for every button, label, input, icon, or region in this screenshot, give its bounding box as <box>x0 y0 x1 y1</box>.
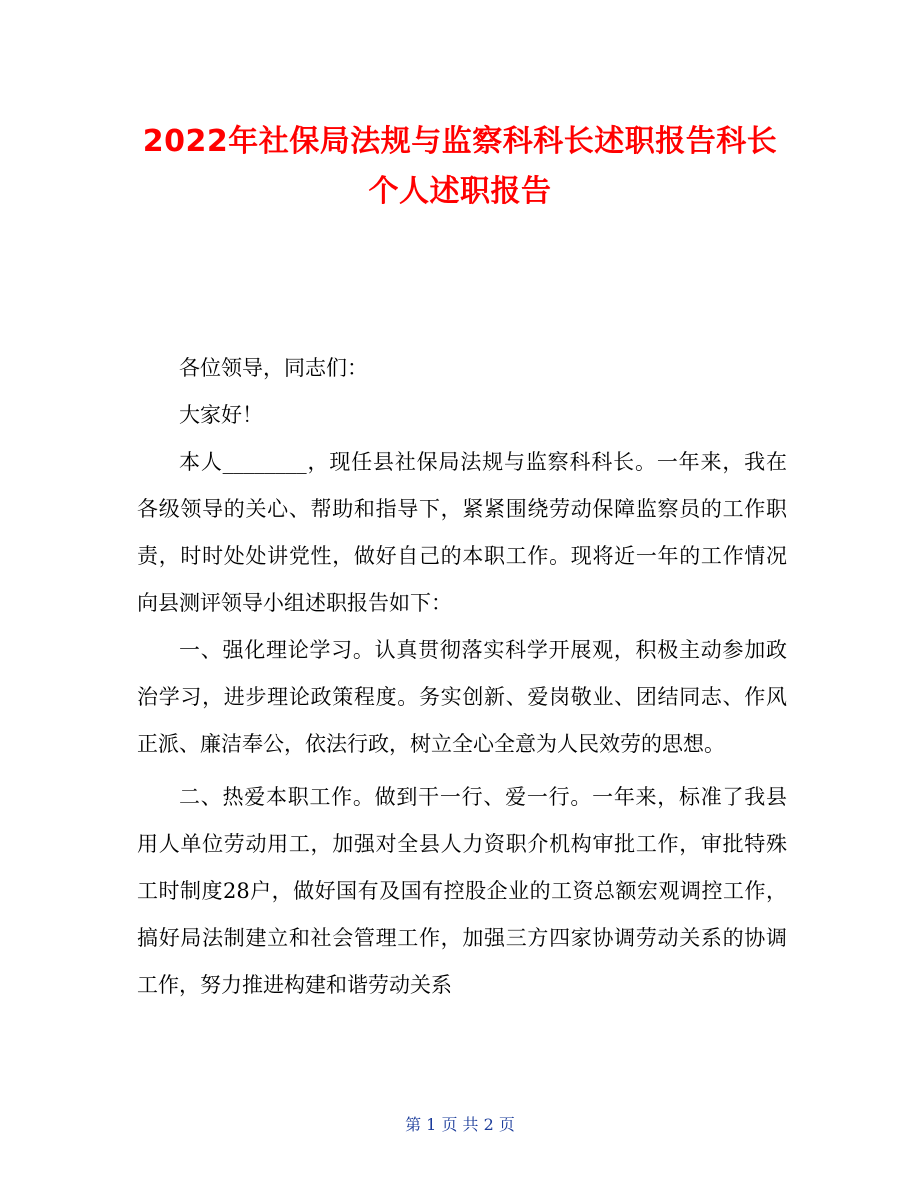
paragraph-salutation: 各位领导，同志们： <box>179 356 368 380</box>
paragraph-greeting: 大家好！ <box>179 403 263 427</box>
document-title-line-2: 个人述职报告 <box>368 174 552 209</box>
document-body <box>137 345 787 1009</box>
document-title-line-1: 2022年社保局法规与监察科科长述职报告科长 <box>142 124 778 159</box>
page-footer: 第 1 页 共 2 页 <box>405 1115 515 1134</box>
paragraph-introduction: 本人________，现任县社保局法规与监察科科长。一年来，我在各级领导的关心、帮助和指导下，紧紧围绕劳动保障监察员的工作职责，时时处处讲党性，做好自己的本职工作。现将近一年的工作情况向县测评领导小组述职报告如下： <box>137 450 787 615</box>
paragraph-section-2: 二、热爱本职工作。做到干一行、爱一行。一年来，标准了我县用人单位劳动用工，加强对全县人力资职介机构审批工作，审批特殊工时制度28户，做好国有及国有控股企业的工资总额宏观调控工作，搞好局法制建立和社会管理工作，加强三方四家协调劳动关系的协调工作，努力推进构建和谐劳动关系 <box>137 785 787 997</box>
paragraph-section-1: 一、强化理论学习。认真贯彻落实科学开展观，积极主动参加政治学习，进步理论政策程度。务实创新、爱岗敬业、团结同志、作风正派、廉洁奉公，依法行政，树立全心全意为人民效劳的思想。 <box>137 638 787 756</box>
